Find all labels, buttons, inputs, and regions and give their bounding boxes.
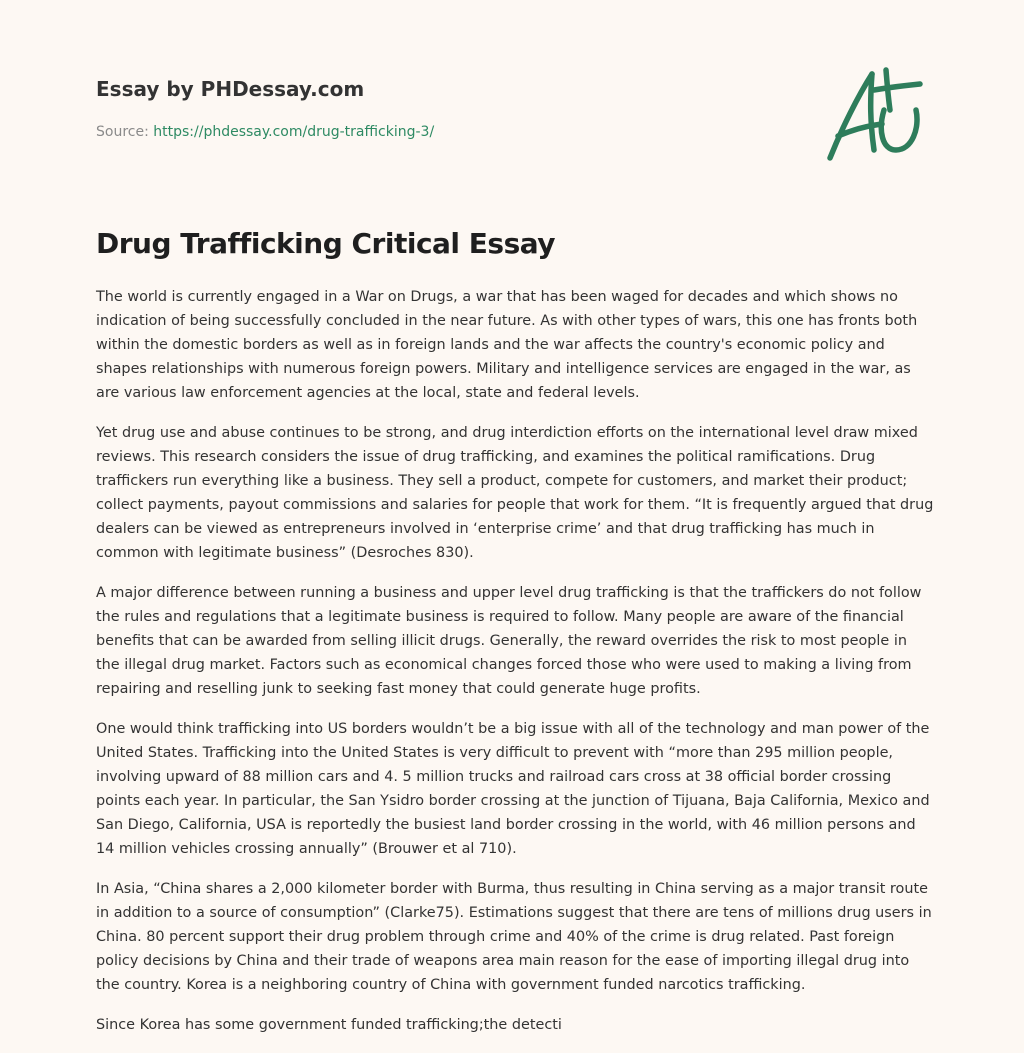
page-header [96, 74, 696, 142]
essay-title: Drug Trafficking Critical Essay [96, 227, 556, 260]
paragraph: One would think trafficking into US borders wouldn’t be a big issue with all of the technology and man power of the United States. Trafficking into the United States is very difficult to prevent with “more than 295 million people, involving upward of 88 million cars and 4. 5 million trucks and railroad cars cross at 38 official border crossing points each year. In particular, the San Ysidro border crossing at the junction of Tijuana, Baja California, Mexico and San Diego, California, USA is reportedly the busiest land border crossing in the world, with 46 million persons and 14 million vehicles crossing annually” (Brouwer et al 710). [96, 721, 930, 857]
source-line [96, 122, 696, 142]
paragraph: Yet drug use and abuse continues to be strong, and drug interdiction efforts on the international level draw mixed reviews. This research considers the issue of drug trafficking, and examines the political ramifications. Drug traffickers run everything like a business. They sell a product, compete for customers, and market their product; collect payments, payout commissions and salaries for people that work for them. “It is frequently argued that drug dealers can be viewed as entrepreneurs involved in ‘enterprise crime’ and that drug trafficking has much in common with legitimate business” (Desroches 830). [96, 425, 934, 561]
a-plus-logo-icon [820, 66, 930, 166]
essay-body [96, 285, 934, 1053]
paragraph: The world is currently engaged in a War on Drugs, a war that has been waged for decades and which shows no indication of being successfully concluded in the near future. As with other types of wars, this one has fronts both within the domestic borders as well as in foreign lands and the war affects the country's economic policy and shapes relationships with numerous foreign powers. Military and intelligence services are engaged in the war, as are various law enforcement agencies at the local, state and federal levels. [96, 289, 918, 401]
paragraph: In Asia, “China shares a 2,000 kilometer border with Burma, thus resulting in China serving as a major transit route in addition to a source of consumption” (Clarke75). Estimations suggest that there are tens of millions drug users in China. 80 percent support their drug problem through crime and 40% of the crime is drug related. Past foreign policy decisions by China and their trade of weapons area main reason for the ease of importing illegal drug into the country. Korea is a neighboring country of China with government funded narcotics trafficking. [96, 881, 932, 993]
source-link[interactable]: https://phdessay.com/drug-trafficking-3/ [153, 124, 435, 140]
paragraph: A major difference between running a business and upper level drug trafficking is that the traffickers do not follow the rules and regulations that a legitimate business is required to follow. Many people are aware of the financial benefits that can be awarded from selling illicit drugs. Generally, the reward overrides the risk to most people in the illegal drug market. Factors such as economical changes forced those who were used to making a living from repairing and reselling junk to seeking fast money that could generate huge profits. [96, 585, 922, 697]
brand-title: Essay by PHDessay.com [96, 77, 365, 101]
source-label: Source: [96, 124, 154, 140]
paragraph: Since Korea has some government funded trafficking;the detecti [96, 1017, 562, 1033]
